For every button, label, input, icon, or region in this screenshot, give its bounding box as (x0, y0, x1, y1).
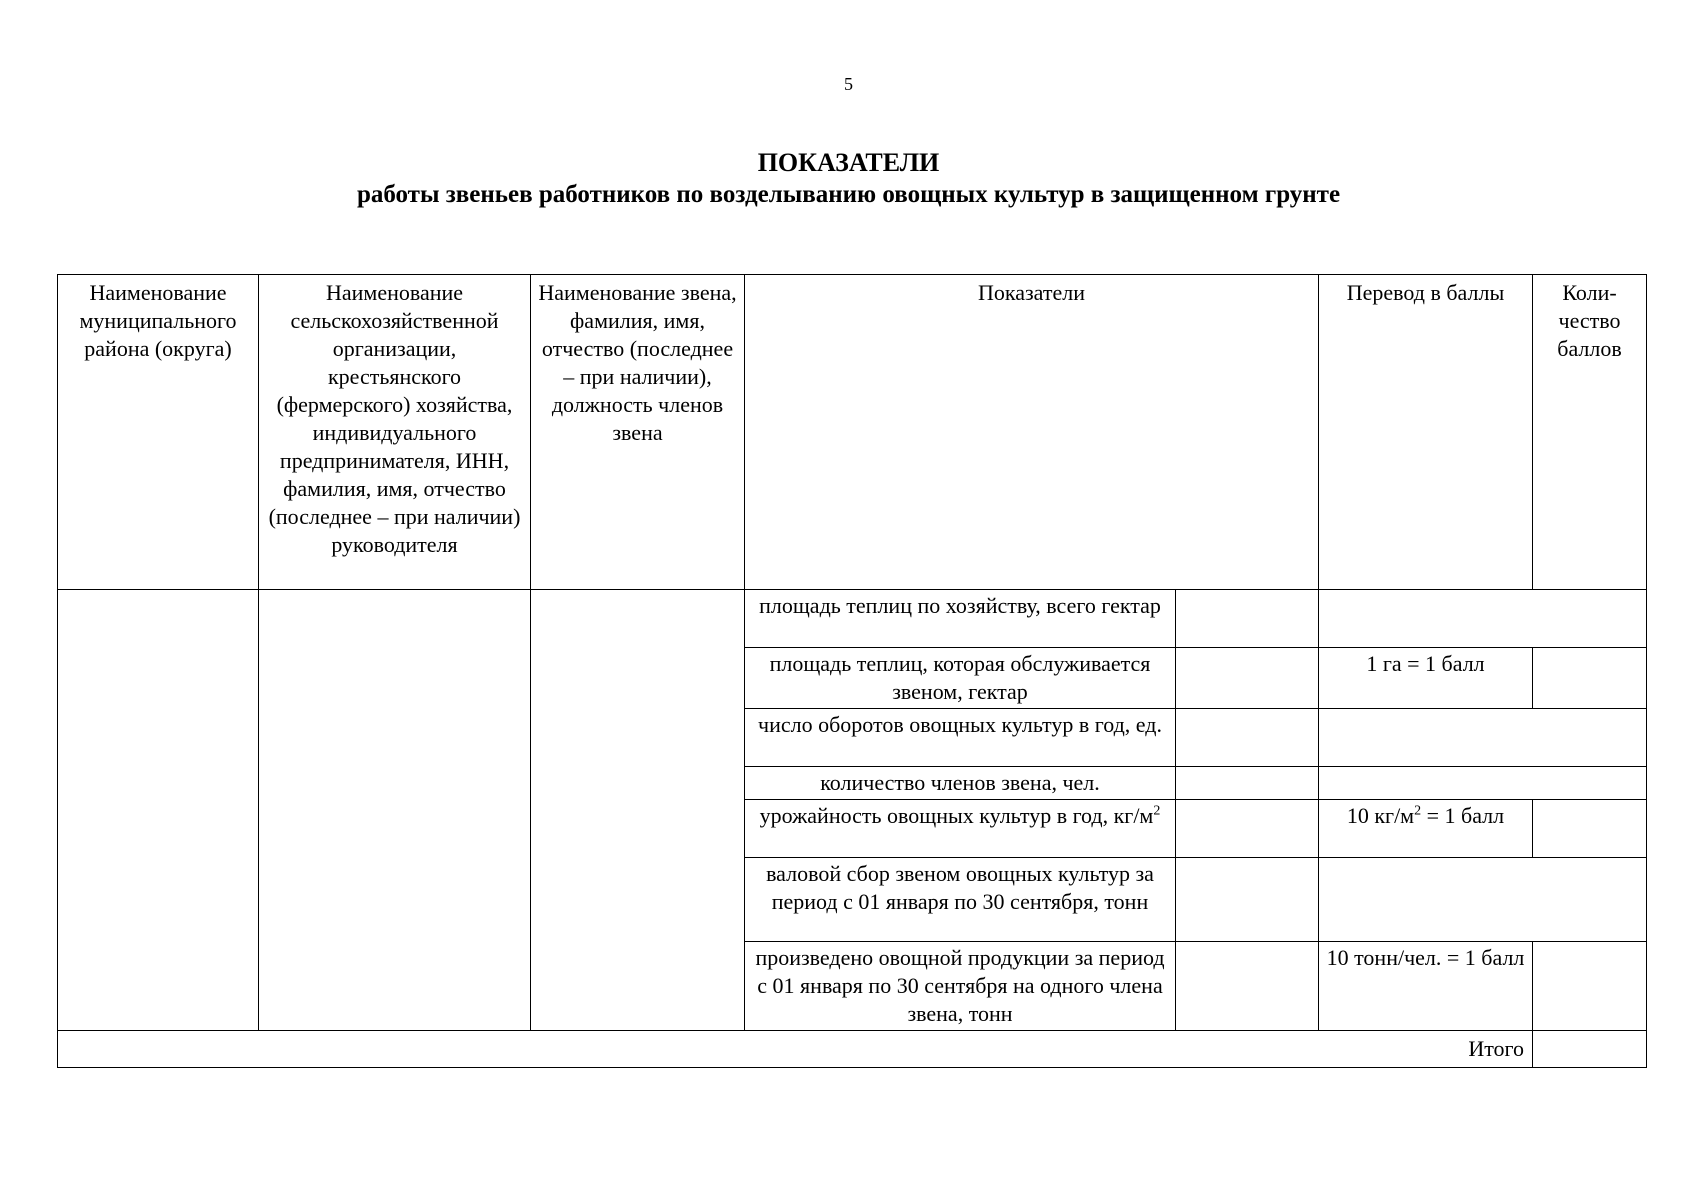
table-row (58, 590, 1647, 648)
indicator-cell: число оборотов овощных культур в год, ед. (745, 709, 1176, 767)
points-cell (1533, 942, 1647, 1031)
table-header-row (58, 275, 1647, 590)
conversion-superscript: 2 (1414, 803, 1422, 819)
value-cell (1176, 709, 1319, 767)
conversion-cell-merged (1319, 858, 1647, 942)
indicator-cell: количество членов звена, чел. (745, 767, 1176, 800)
cell-municipal-empty (58, 590, 259, 1031)
total-row (58, 1031, 1647, 1068)
header-organization: Наименование сельскохозяйственной организации, крестьянского (фермерского) хозяйства, индивидуального предпринимателя, ИНН, фамилия, имя, отчество (последнее – при наличии) руководителя (259, 275, 531, 590)
header-unit: Наименование звена, фамилия, имя, отчество (последнее – при наличии), должность членов звена (531, 275, 745, 590)
header-indicators: Показатели (745, 275, 1319, 590)
header-municipal: Наименование муниципального района (округа) (58, 275, 259, 590)
points-cell (1533, 648, 1647, 709)
cell-organization-empty (259, 590, 531, 1031)
cell-unit-empty (531, 590, 745, 1031)
total-points-cell (1533, 1031, 1647, 1068)
indicator-cell (745, 800, 1176, 858)
indicator-text: урожайность овощных культур в год, кг/м (759, 803, 1154, 828)
document-subtitle: работы звеньев работников по возделыванию овощных культур в защищенном грунте (356, 181, 1341, 208)
conversion-cell: 1 га = 1 балл (1319, 648, 1533, 709)
conversion-cell (1319, 800, 1533, 858)
indicator-cell: произведено овощной продукции за период с 01 января по 30 сентября на одного члена звена, тонн (745, 942, 1176, 1031)
conversion-text-post: = 1 балл (1421, 803, 1505, 828)
conversion-cell-merged (1319, 590, 1647, 648)
conversion-cell: 10 тонн/чел. = 1 балл (1319, 942, 1533, 1031)
points-cell (1533, 800, 1647, 858)
document-title: ПОКАЗАТЕЛИ (757, 148, 940, 177)
value-cell (1176, 767, 1319, 800)
indicator-cell: площадь теплиц, которая обслуживается звеном, гектар (745, 648, 1176, 709)
indicator-cell: площадь теплиц по хозяйству, всего гектар (745, 590, 1176, 648)
header-points-count: Коли- чество баллов (1533, 275, 1647, 590)
value-cell (1176, 648, 1319, 709)
value-cell (1176, 800, 1319, 858)
conversion-cell-merged (1319, 709, 1647, 767)
indicator-superscript: 2 (1153, 803, 1161, 819)
indicator-cell: валовой сбор звеном овощных культур за период с 01 января по 30 сентября, тонн (745, 858, 1176, 942)
value-cell (1176, 858, 1319, 942)
value-cell (1176, 590, 1319, 648)
total-label: Итого (58, 1031, 1533, 1068)
value-cell (1176, 942, 1319, 1031)
conversion-cell-merged (1319, 767, 1647, 800)
conversion-text-pre: 10 кг/м (1346, 803, 1415, 828)
header-points-conversion: Перевод в баллы (1319, 275, 1533, 590)
indicators-table (57, 274, 1647, 1068)
page-number: 5 (844, 74, 853, 94)
